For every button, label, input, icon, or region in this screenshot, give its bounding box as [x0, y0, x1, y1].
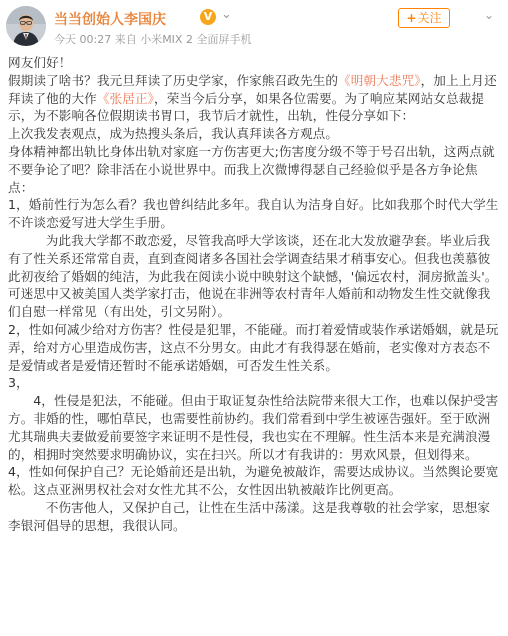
post-text: ，荣当今后分享，如果各位需要。为了响应某网站女总裁提示，为不影响各位假期读书胃口，我节后才就性，出轨，性侵分享如下： — [8, 90, 485, 124]
post-paragraph: 2，性如何减少给对方伤害？性侵是犯罪，不能碰。而打着爱情或装作承诺婚姻，就是玩弄，给对方心里造成伤害，这点不分男女。由此才有我得瑟在婚前，老实像对方表态不是爱情或者是爱情还暂时不能承诺婚姻，可否发生性关系。 — [8, 321, 499, 373]
book-link[interactable]: 《张居正》 — [96, 90, 155, 106]
post-paragraph — [8, 72, 500, 125]
post-text: ，加上上月还拜读了他的大作 — [8, 72, 497, 106]
person-avatar-icon — [6, 6, 46, 46]
post-paragraph: 上次我发表观点，成为热搜头条后，我认真拜读各方观点。 — [8, 126, 339, 142]
book-link[interactable]: 《明朝大悲咒》 — [338, 72, 421, 88]
verified-badge-icon: V — [200, 9, 216, 25]
avatar[interactable] — [6, 6, 46, 46]
post-paragraph: 1，婚前性行为怎么看？我也曾纠结此多年。我自认为洁身自好。比如我那个时代大学生不许谈恋爱写进大学生手册。 — [8, 197, 499, 231]
post-paragraph: 4，性侵是犯法，不能碰。但由于取证复杂性给法院带来很大工作，也难以保护受害方。非婚的性，哪怕草民，也需要性前协约。我们常看到中学生被诬告强奸。至于欧洲尤其瑞典夫妻做爱前要签字来证明不是性侵，我也实在不理解。性生活本来是充满浪漫的，相拥时突然要求明确协议，实在扫兴。所以才有我讲的：男欢风景，但划得来。 — [8, 393, 499, 462]
post-text: 假期读了啥书？我元旦拜读了历史学家，作家熊召政先生的 — [8, 72, 339, 88]
post-header — [0, 0, 508, 52]
chevron-down-icon[interactable]: ⌄ — [221, 7, 232, 22]
post-greeting: 网友们好！ — [8, 55, 72, 70]
post-paragraph: 身体精神都出轨比身体出轨对家庭一方伤害更大;伤害度分级不等于号召出轨，这两点就不要争论了吧？除非活在小说世界中。而我上次微博得瑟自己经验似乎是各方争论焦点： — [8, 143, 495, 195]
post-paragraph: 4，性如何保护自己？无论婚前还是出轨，为避免被敲诈，需要达成协议。当然舆论要宽松。这点亚洲男权社会对女性尤其不公，女性因出轨被敲诈比例更高。 — [8, 464, 499, 498]
plus-icon: + — [406, 11, 417, 25]
post-paragraph: 3， — [8, 375, 29, 391]
username[interactable]: 当当创始人李国庆 — [54, 12, 166, 28]
follow-button[interactable] — [398, 8, 450, 28]
post-body — [8, 54, 500, 535]
post-meta: 今天 00:27 来自 小米MIX 2 全面屏手机 — [54, 33, 252, 46]
more-menu-icon[interactable]: ⌄ — [484, 8, 495, 22]
post-paragraph: 不伤害他人，又保护自己，让性在生活中荡漾。这是我尊敬的社会学家，思想家李银河倡导的思想，我很认同。 — [8, 499, 491, 533]
post-paragraph: 为此我大学都不敢恋爱，尽管我高呼大学该谈，还在北大发放避孕套。毕业后我有了性关系还常常自责，直到查阅诸多各国社会学调查结果才稍事安心。但我也羡慕彼此初夜给了婚姻的纯洁，为此我在阅读小说中映射这个缺憾，'偏远农村，洞房掀盖头'。可迷思中又被美国人类学家打击，他说在非洲等农村青年人婚前和动物发生性交就像我们自慰一样常见（有出处，引文另附）。 — [8, 232, 498, 320]
follow-label: 关注 — [417, 11, 442, 25]
